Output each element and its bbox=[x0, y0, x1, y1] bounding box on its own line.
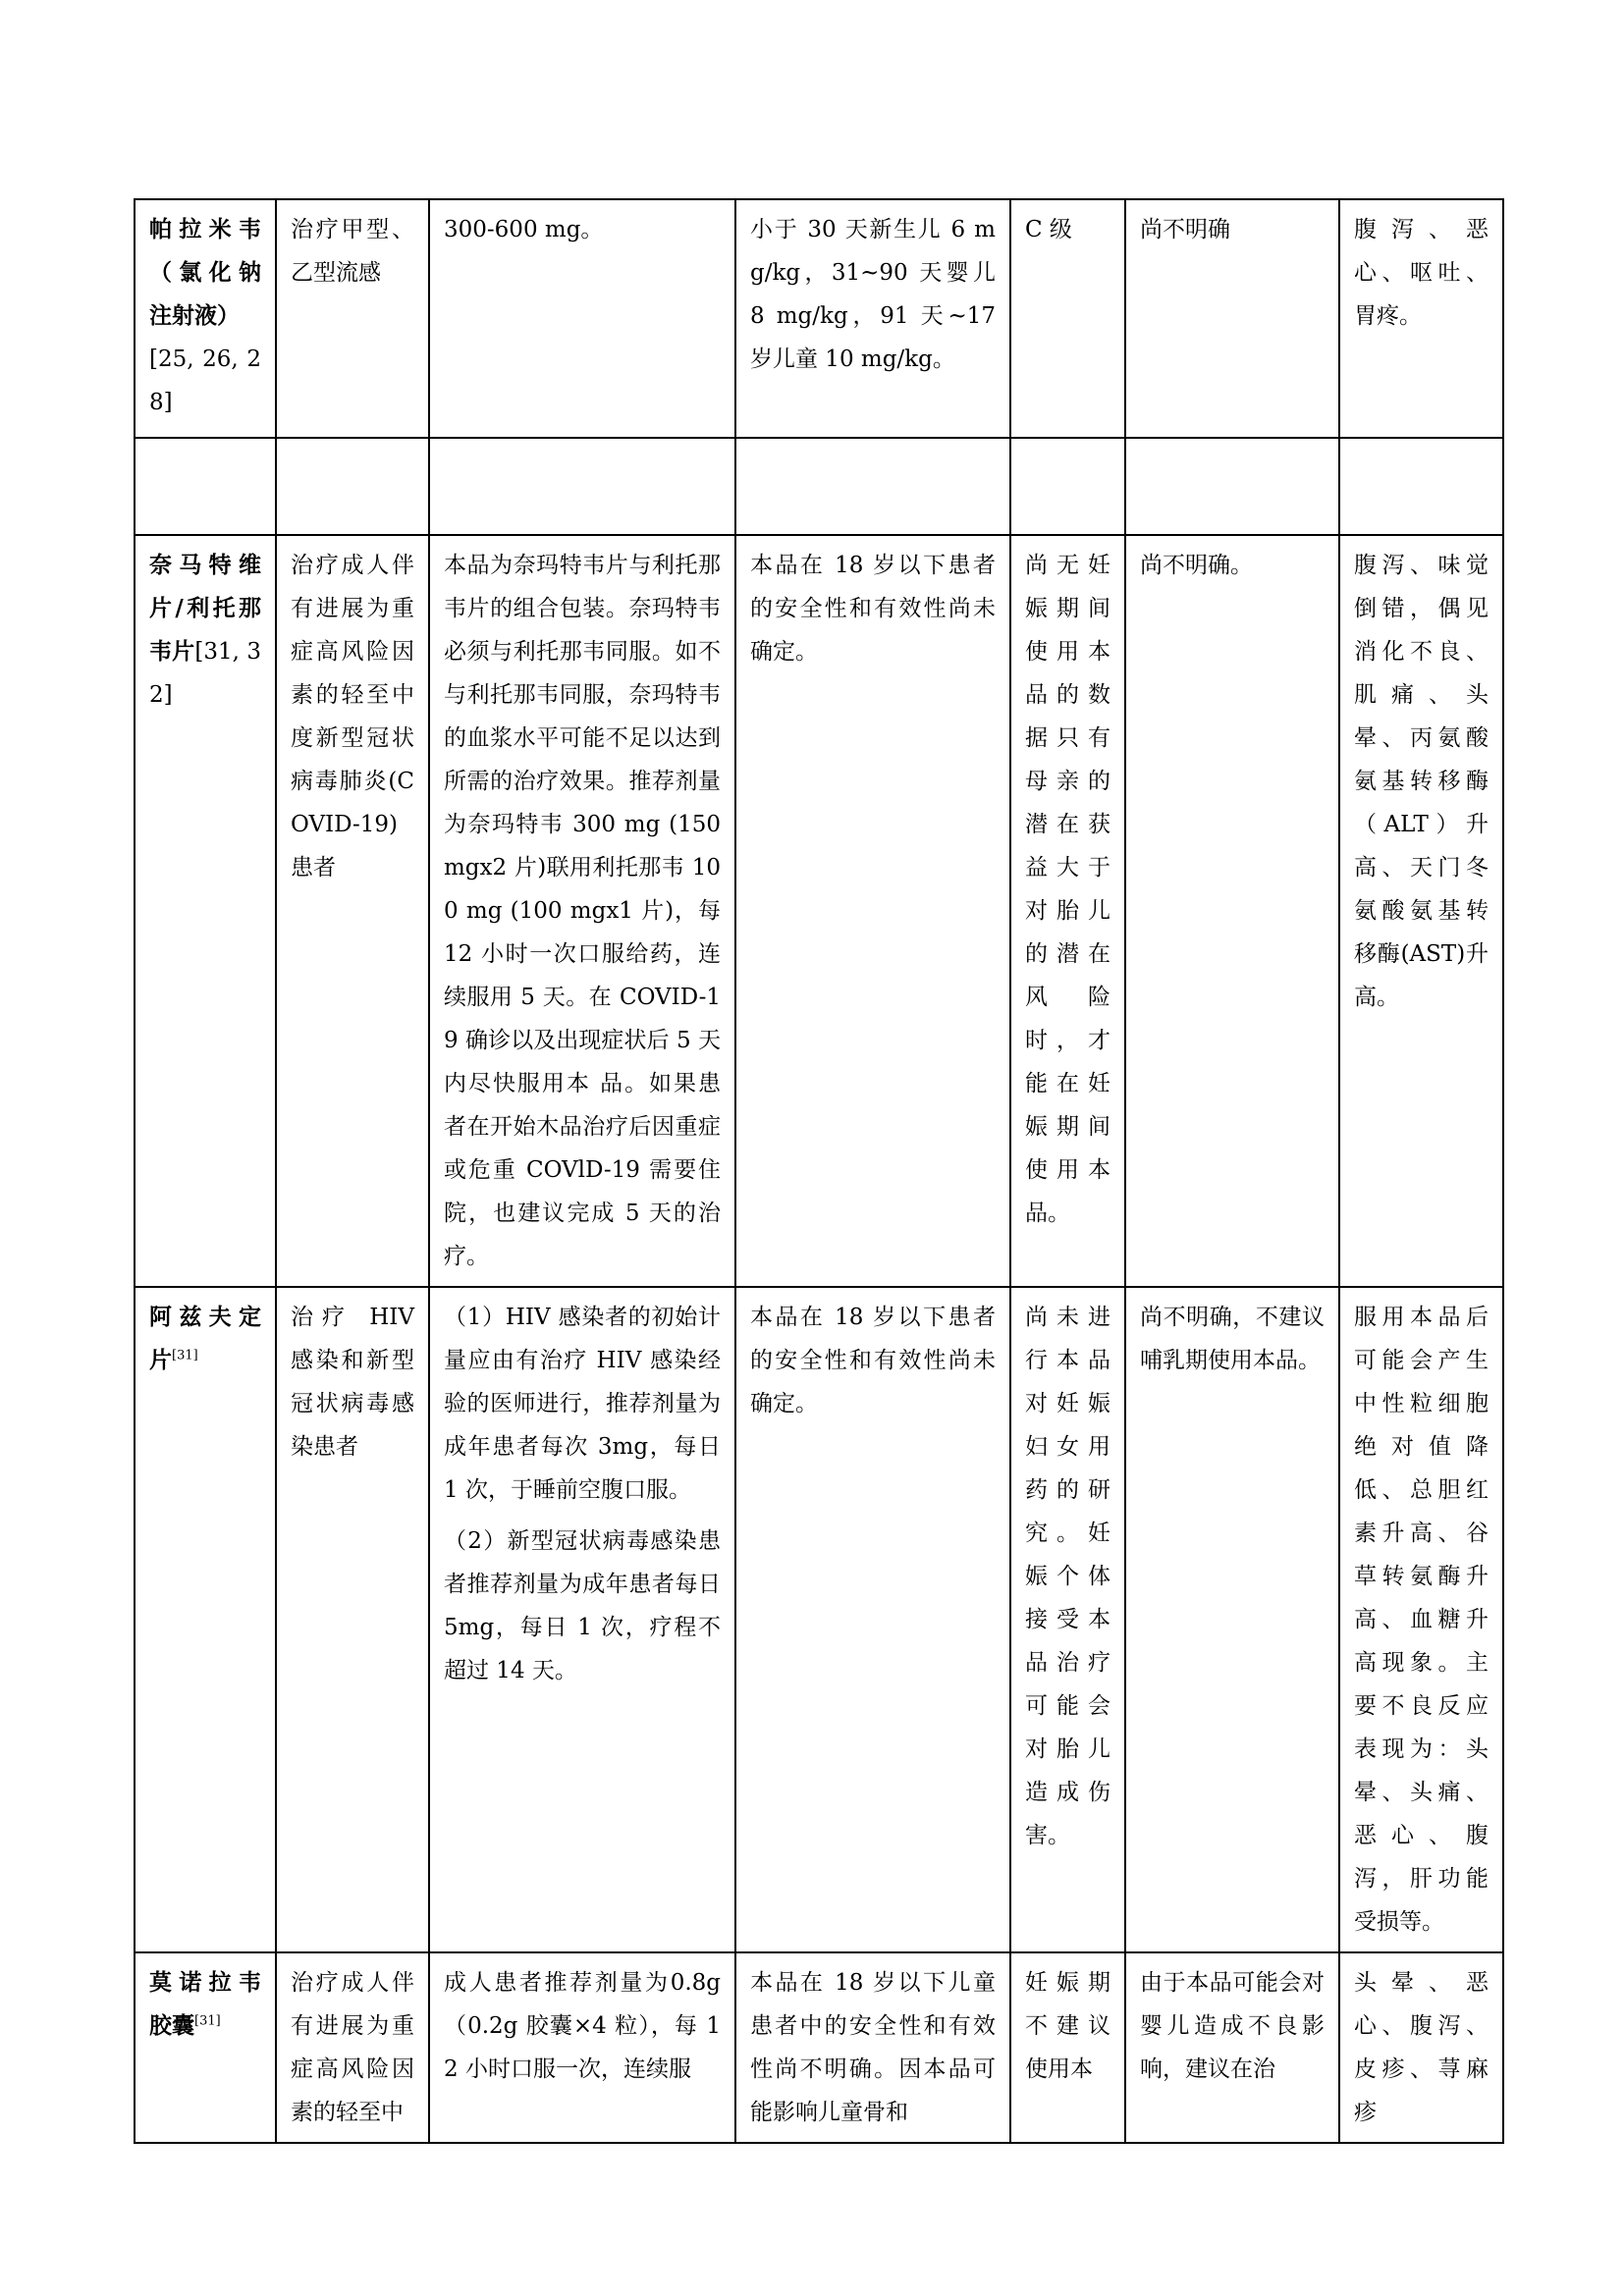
children-cell bbox=[735, 535, 1010, 1287]
lactation-cell bbox=[1125, 1287, 1339, 1952]
indication-cell bbox=[276, 438, 429, 535]
pregnancy-text: 尚未进行本品对妊娠妇女用药的研究。妊娠个体接受本品治疗可能会对胎儿造成伤害。 bbox=[1025, 1305, 1110, 1848]
lactation-text: 尚不明确。 bbox=[1140, 553, 1253, 578]
pregnancy-cell bbox=[1010, 1287, 1125, 1952]
children-text: 本品在 18 岁以下患者的安全性和有效性尚未确定。 bbox=[750, 553, 996, 665]
lactation-cell bbox=[1125, 199, 1339, 438]
adverse-cell bbox=[1339, 535, 1503, 1287]
children-text: 本品在 18 岁以下患者的安全性和有效性尚未确定。 bbox=[750, 1305, 996, 1416]
lactation-text: 尚不明确，不建议哺乳期使用本品。 bbox=[1140, 1305, 1325, 1373]
children-cell bbox=[735, 1952, 1010, 2143]
pregnancy-cell bbox=[1010, 199, 1125, 438]
drug-name: 帕拉米韦（氯化钠注射液） bbox=[149, 216, 261, 329]
adverse-cell bbox=[1339, 199, 1503, 438]
lactation-cell bbox=[1125, 1952, 1339, 2143]
drug-name-cell bbox=[135, 1952, 276, 2143]
drug-name-cell bbox=[135, 438, 276, 535]
dosage-text: （2）新型冠状病毒感染患者推荐剂量为成年患者每日 5mg，每日 1 次，疗程不超过 14 天。 bbox=[444, 1528, 721, 1683]
table-row bbox=[135, 438, 1503, 535]
dosage-cell bbox=[429, 535, 735, 1287]
lactation-cell bbox=[1125, 535, 1339, 1287]
indication-text: 治疗成人伴有进展为重症高风险因素的轻至中度新型冠状病毒肺炎(COVID-19)患者 bbox=[291, 553, 414, 881]
adverse-text: 头晕、恶心、腹泻、皮疹、荨麻疹 bbox=[1354, 1970, 1489, 2125]
indication-cell bbox=[276, 199, 429, 438]
pregnancy-cell bbox=[1010, 1952, 1125, 2143]
adverse-cell bbox=[1339, 1287, 1503, 1952]
adverse-cell bbox=[1339, 438, 1503, 535]
children-cell bbox=[735, 199, 1010, 438]
lactation-text: 尚不明确 bbox=[1140, 217, 1230, 242]
drug-name-cell bbox=[135, 535, 276, 1287]
dosage-text: 300-600 mg。 bbox=[444, 217, 604, 242]
dosage-cell bbox=[429, 199, 735, 438]
drug-name: 莫诺拉韦胶囊 bbox=[149, 1969, 261, 2039]
indication-text: 治疗成人伴有进展为重症高风险因素的轻至中 bbox=[291, 1970, 414, 2125]
adverse-text: 服用本品后可能会产生中性粒细胞绝对值降低、总胆红素升高、谷草转氨酶升高、血糖升高现象。主要不良反应表现为：头晕、头痛、恶心、腹泻，肝功能受损等。 bbox=[1354, 1305, 1489, 1935]
pregnancy-text: 尚无妊娠期间使用本品的数据只有母亲的潜在获益大于对胎儿的潜在风险时，才能在妊娠期间使用本品。 bbox=[1025, 553, 1110, 1226]
drug-name: 阿兹夫定片 bbox=[149, 1304, 261, 1373]
table-row bbox=[135, 1952, 1503, 2143]
children-cell bbox=[735, 1287, 1010, 1952]
adverse-text: 腹泻、恶心、呕吐、胃疼。 bbox=[1354, 217, 1489, 329]
drug-ref: [31] bbox=[172, 1348, 198, 1363]
pregnancy-text: 妊娠期不建议使用本 bbox=[1025, 1970, 1110, 2082]
table-row bbox=[135, 1287, 1503, 1952]
dosage-text: （1）HIV 感染者的初始计量应由有治疗 HIV 感染经验的医师进行，推荐剂量为成年患者每次 3mg，每日 1 次，于睡前空腹口服。 bbox=[444, 1305, 721, 1503]
dosage-cell bbox=[429, 438, 735, 535]
dosage-text: 本品为奈玛特韦片与利托那韦片的组合包装。奈玛特韦必须与利托那韦同服。如不与利托那韦同服，奈玛特韦的血浆水平可能不足以达到所需的治疗效果。推荐剂量为奈玛特韦 300 mg (150 mgx2 片)联用利托那韦 100 mg (100 mgx1 片)，每 12 小时一次口服给药，连续服用 5 天。在 COVID-19 确诊以及出现症状后 5 天内尽快服用本 品。如果患者在开始木品治疗后因重症或危重 COVlD-19 需要住院，也建议完成 5 天的治 疗。 bbox=[444, 553, 721, 1269]
dosage-text: 成人患者推荐剂量为0.8g（0.2g 胶囊×4 粒），每 12 小时口服一次，连续服 bbox=[444, 1970, 721, 2082]
lactation-cell bbox=[1125, 438, 1339, 535]
pregnancy-cell bbox=[1010, 535, 1125, 1287]
drug-name-cell bbox=[135, 199, 276, 438]
lactation-text: 由于本品可能会对婴儿造成不良影响，建议在治 bbox=[1140, 1970, 1325, 2082]
adverse-text: 腹泻、味觉倒错，偶见消化不良、肌痛、头晕、丙氨酸氨基转移酶（ALT）升高、天门冬氨酸氨基转移酶(AST)升高。 bbox=[1354, 553, 1489, 1010]
indication-cell bbox=[276, 535, 429, 1287]
dosage-cell bbox=[429, 1287, 735, 1952]
children-text: 小于 30 天新生儿 6 mg/kg，31~90 天婴儿 8 mg/kg，91 天~17 岁儿童 10 mg/kg。 bbox=[750, 217, 996, 372]
pregnancy-text: C 级 bbox=[1025, 217, 1072, 242]
adverse-cell bbox=[1339, 1952, 1503, 2143]
table-row bbox=[135, 199, 1503, 438]
drug-table bbox=[134, 198, 1504, 2144]
children-text: 本品在 18 岁以下儿童患者中的安全性和有效性尚不明确。因本品可能影响儿童骨和 bbox=[750, 1970, 996, 2125]
indication-text: 治疗 HIV 感染和新型冠状病毒感染患者 bbox=[291, 1305, 414, 1460]
dosage-cell bbox=[429, 1952, 735, 2143]
drug-ref: [31] bbox=[194, 2013, 221, 2029]
indication-text: 治疗甲型、乙型流感 bbox=[291, 217, 414, 286]
table-row bbox=[135, 535, 1503, 1287]
drug-name: 奈马特维片/利托那韦片 bbox=[149, 552, 261, 665]
drug-ref: [31, 32] bbox=[149, 639, 262, 708]
drug-name-cell bbox=[135, 1287, 276, 1952]
indication-cell bbox=[276, 1287, 429, 1952]
children-cell bbox=[735, 438, 1010, 535]
drug-ref: [25, 26, 28] bbox=[149, 347, 261, 415]
pregnancy-cell bbox=[1010, 438, 1125, 535]
indication-cell bbox=[276, 1952, 429, 2143]
